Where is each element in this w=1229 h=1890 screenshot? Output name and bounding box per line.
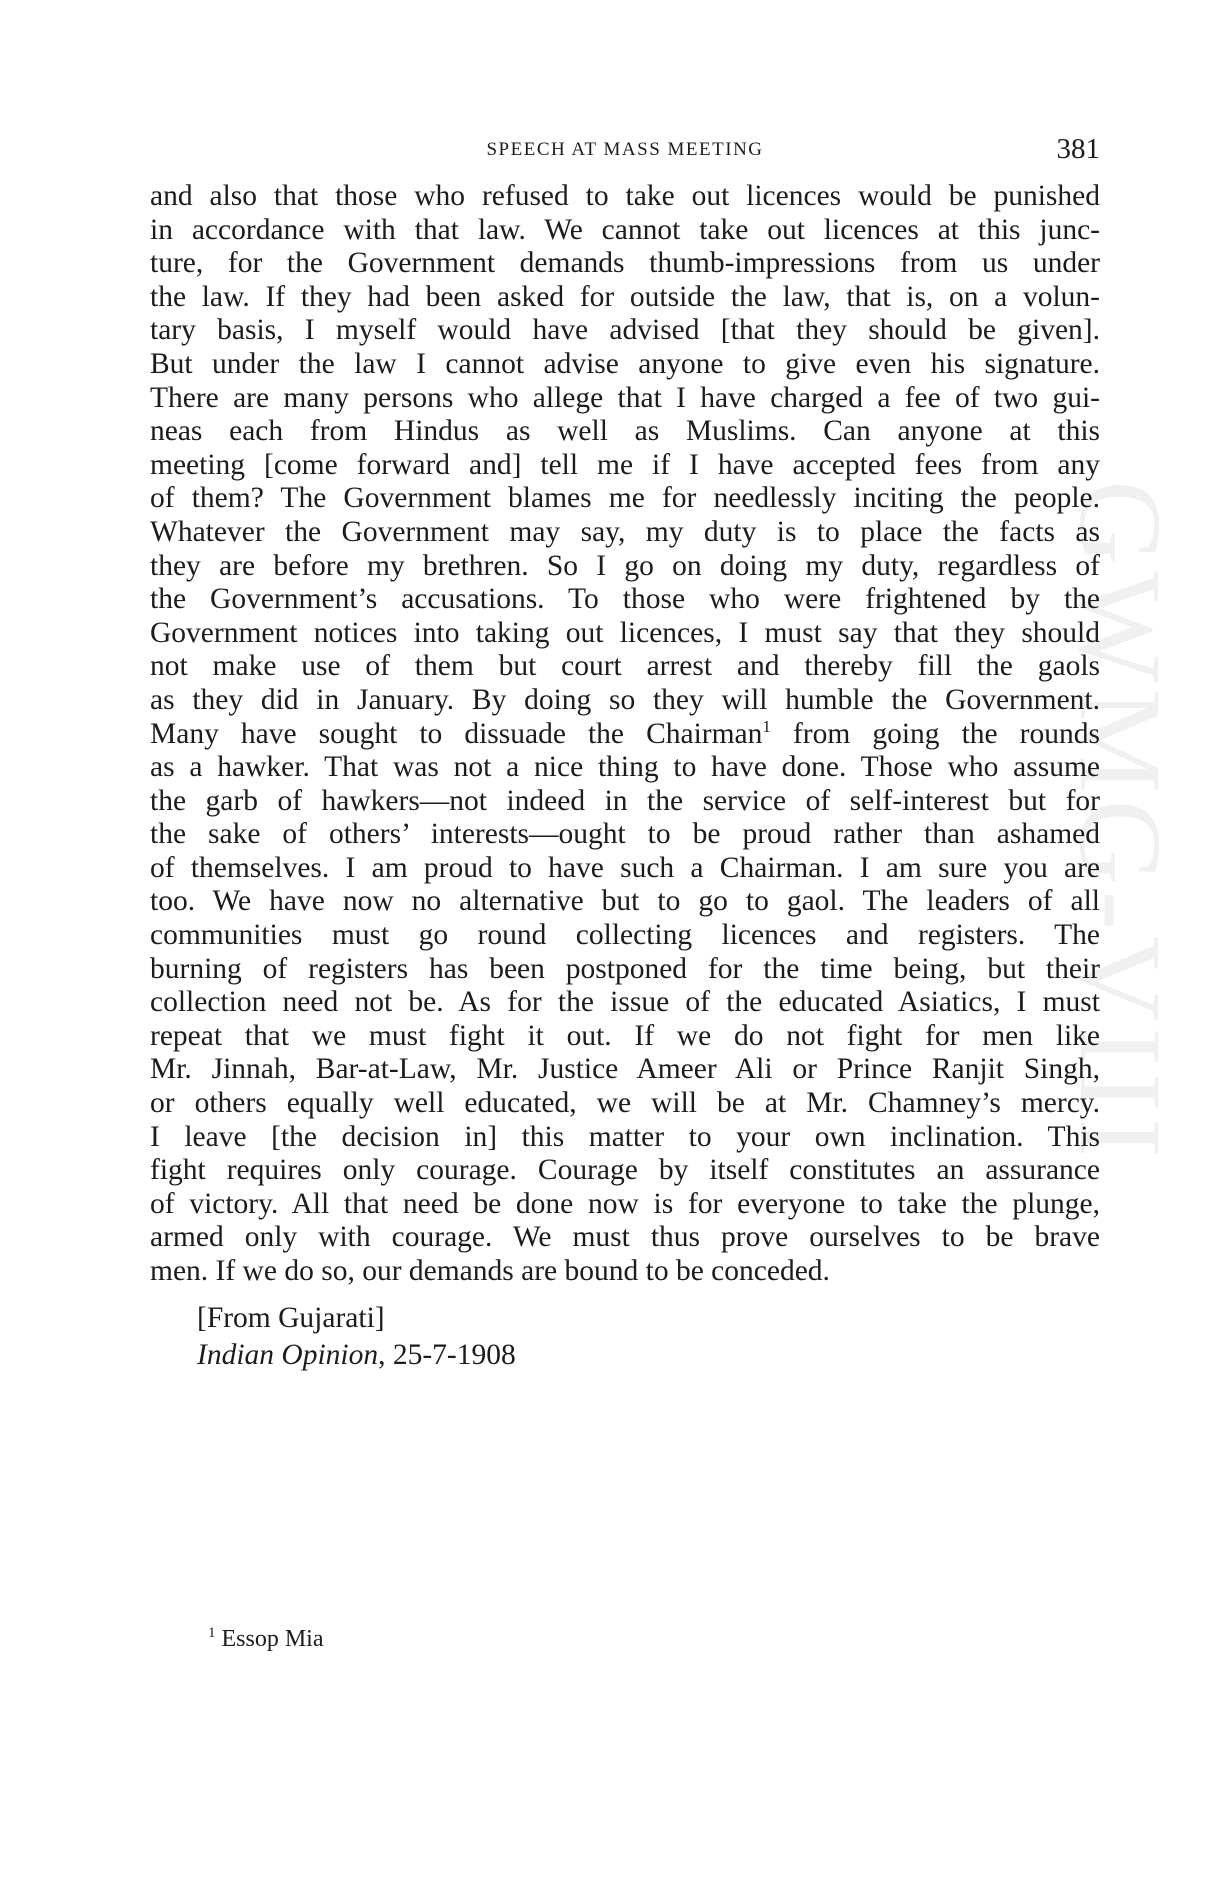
source-publication-line xyxy=(197,1337,516,1374)
body-line: men. If we do so, our demands are bound to be conceded. xyxy=(150,1255,830,1287)
body-line: I leave [the decision in] this matter to your own inclination. This xyxy=(150,1120,1100,1153)
body-line-part: Many have sought to dissuade the Chairman xyxy=(150,717,763,750)
body-line: There are many persons who allege that I have charged a fee of two gui- xyxy=(150,381,1100,414)
body-line: communities must go round collecting licences and registers. The xyxy=(150,919,1100,952)
body-line: Mr. Jinnah, Bar-at-Law, Mr. Justice Ameer Ali or Prince Ranjit Singh, xyxy=(150,1053,1100,1086)
source-citation xyxy=(197,1300,516,1374)
footnote-text: Essop Mia xyxy=(221,1626,324,1652)
body-line: Government notices into taking out licences, I must say that they should xyxy=(150,616,1100,649)
body-line: and also that those who refused to take out licences would be punished xyxy=(150,180,1100,212)
body-line: ture, for the Government demands thumb-impressions from us under xyxy=(150,247,1100,280)
body-line: tary basis, I myself would have advised [that they should be given]. xyxy=(150,314,1100,347)
body-line: of victory. All that need be done now is for everyone to take the plunge, xyxy=(150,1187,1100,1220)
body-line: repeat that we must fight it out. If we do not fight for men like xyxy=(150,1019,1100,1052)
source-language: [From Gujarati] xyxy=(197,1302,385,1334)
body-line: But under the law I cannot advise anyone to give even his signature. xyxy=(150,347,1100,380)
body-line: neas each from Hindus as well as Muslims. Can anyone at this xyxy=(150,415,1100,448)
body-line-part: from going the rounds xyxy=(770,717,1100,750)
body-line: they are before my brethren. So I go on doing my duty, regardless of xyxy=(150,549,1100,582)
body-line: armed only with courage. We must thus prove ourselves to be brave xyxy=(150,1221,1100,1254)
body-line: Whatever the Government may say, my duty is to place the facts as xyxy=(150,515,1100,548)
watermark: GWMG-VIII xyxy=(1055,480,1186,1164)
page-number: 381 xyxy=(1056,133,1100,165)
footnote-reference: 1 xyxy=(762,716,771,736)
body-line: the sake of others’ interests—ought to be proud rather than ashamed xyxy=(150,818,1100,851)
body-line: the garb of hawkers—not indeed in the service of self-interest but for xyxy=(150,784,1100,817)
running-title: SPEECH AT MASS MEETING xyxy=(486,139,764,160)
body-line: collection need not be. As for the issue of the educated Asiatics, I must xyxy=(150,986,1100,1019)
publication-date: , 25-7-1908 xyxy=(378,1339,516,1371)
body-line: in accordance with that law. We cannot take out licences at this junc- xyxy=(150,213,1100,246)
footnote-marker: 1 xyxy=(208,1625,216,1641)
body-line-with-footnote-ref xyxy=(150,718,1100,752)
footnote xyxy=(208,1625,324,1653)
body-line: of them? The Government blames me for needlessly inciting the people. xyxy=(150,482,1100,515)
body-text xyxy=(150,180,1100,1289)
body-line: the Government’s accusations. To those who were frightened by the xyxy=(150,583,1100,616)
body-line: burning of registers has been postponed for the time being, but their xyxy=(150,952,1100,985)
publication-title: Indian Opinion xyxy=(197,1339,379,1371)
body-line: fight requires only courage. Courage by itself constitutes an assurance xyxy=(150,1154,1100,1187)
body-line: not make use of them but court arrest and thereby fill the gaols xyxy=(150,650,1100,683)
body-line: meeting [come forward and] tell me if I have accepted fees from any xyxy=(150,448,1100,481)
body-line: the law. If they had been asked for outside the law, that is, on a volun- xyxy=(150,280,1100,313)
body-line: or others equally well educated, we will be at Mr. Chamney’s mercy. xyxy=(150,1087,1100,1120)
running-head xyxy=(150,133,1100,167)
body-line: as a hawker. That was not a nice thing to have done. Those who assume xyxy=(150,751,1100,784)
body-line: too. We have now no alternative but to go to gaol. The leaders of all xyxy=(150,885,1100,918)
body-line: as they did in January. By doing so they will humble the Government. xyxy=(150,683,1100,716)
body-line: of themselves. I am proud to have such a Chairman. I am sure you are xyxy=(150,851,1100,884)
